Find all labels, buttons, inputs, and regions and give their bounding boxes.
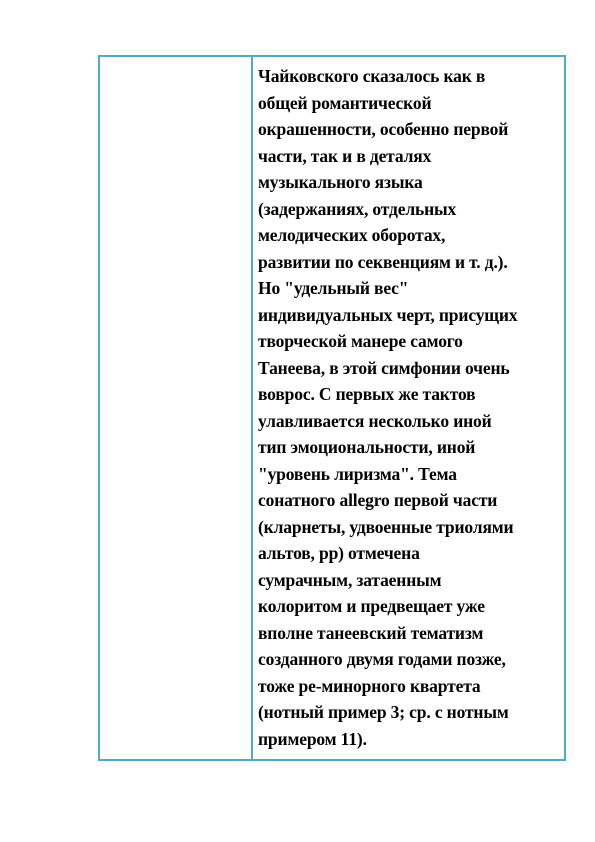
text-line: (нотный пример 3; ср. с нотным [258,702,509,722]
text-line: сумрачным, затаенным [258,569,442,590]
text-line: колоритом и предвещает уже [258,596,485,616]
text-line: воврос. С первых же тактов [258,384,476,404]
text-line: "уровень лиризма". Тема [258,463,457,484]
text-line: улавливается несколько иной [258,410,492,431]
text-line: творческой манере самого [258,331,463,351]
table-cell-left [100,57,253,759]
text-line: окрашенности, особенно первой [258,119,509,139]
text-line: музыкального языка [258,172,423,192]
text-line: (кларнеты, удвоенные триолями [258,516,514,537]
table-cell-right [253,57,564,759]
text-line: примером 11). [258,728,367,749]
text-line: тип эмоциональности, иной [258,437,476,457]
text-line: части, так и в деталях [258,145,432,166]
text-line: сонатного allegro первой части [258,490,498,510]
text-line: Но "удельный вес" [258,278,409,298]
text-line: альтов, pp) отмечена [258,543,420,563]
text-line: Чайковского сказалось как в [258,66,486,86]
text-line: созданного двумя годами позже, [258,649,506,669]
document-table [98,55,566,761]
text-line: мелодических оборотах, [258,225,446,245]
text-line: развитии по секвенциям и т. д.). [258,251,508,272]
text-line: тоже ре-минорного квартета [258,675,481,696]
text-line: индивидуальных черт, присущих [258,304,518,325]
text-line: (задержаниях, отдельных [258,198,457,219]
text-line: общей романтической [258,92,432,113]
text-line: вполне танеевский тематизм [258,622,484,643]
text-line: Танеева, в этой симфонии очень [258,357,510,378]
